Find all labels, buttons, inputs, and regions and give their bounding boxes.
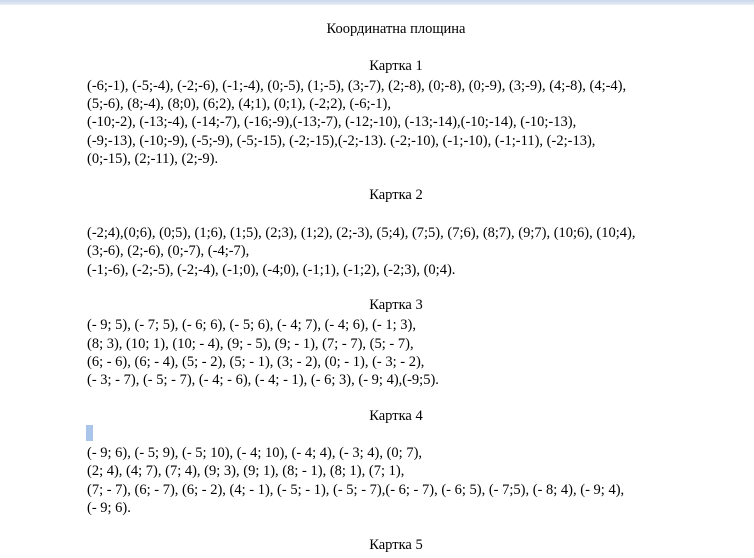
card-5-title: Картка 5 [369,537,423,553]
text-cursor-marker [86,425,93,441]
card-3-line-2: (8; 3), (10; 1), (10; - 4), (9; - 5), (9; - 1), (7; - 7), (5; - 7), [87,336,414,352]
card-1-line-1: (-6;-1), (-5;-4), (-2;-6), (-1;-4), (0;-5), (1;-5), (3;-7), (2;-8), (0;-8), (0;-9), (3;-9), (4;-8), (4;-4), [87,78,627,94]
card-1-line-4: (-9;-13), (-10;-9), (-5;-9), (-5;-15), (-2;-15),(-2;-13). (-2;-10), (-1;-10), (-1;-11), (-2;-13), [87,133,596,149]
card-3-line-1: (- 9; 5), (- 7; 5), (- 6; 6), (- 5; 6), (- 4; 7), (- 4; 6), (- 1; 3), [87,317,416,333]
card-1-line-5: (0;-15), (2;-11), (2;-9). [87,151,219,167]
card-4-line-4: (- 9; 6). [87,500,131,516]
card-3-title: Картка 3 [369,297,423,313]
card-2-line-2: (3;-6), (2;-6), (0;-7), (-4;-7), [87,243,250,259]
card-1-line-3: (-10;-2), (-13;-4), (-14;-7), (-16;-9),(-13;-7), (-12;-10), (-13;-14),(-10;-14), (-10;-13), [87,114,577,130]
card-2-line-1: (-2;4),(0;6), (0;5), (1;6), (1;5), (2;3), (1;2), (2;-3), (5;4), (7;5), (7;6), (8;7), (9;7), (10;6), (10;4), [87,225,636,241]
card-1-title: Картка 1 [369,58,423,74]
card-2-title: Картка 2 [369,187,423,203]
card-3-line-3: (6; - 6), (6; - 4), (5; - 2), (5; - 1), (3; - 2), (0; - 1), (- 3; - 2), [87,354,425,370]
card-4-line-3: (7; - 7), (6; - 7), (6; - 2), (4; - 1), (- 5; - 1), (- 5; - 7),(- 6; - 7), (- 6; 5), (- 7;5), (- 8; 4), (- 9; 4), [87,482,625,498]
page-title: Координатна площина [326,21,466,37]
card-3-line-4: (- 3; - 7), (- 5; - 7), (- 4; - 6), (- 4; - 1), (- 6; 3), (- 9; 4),(-9;5). [87,372,439,388]
card-4-title: Картка 4 [369,408,423,424]
card-4-line-1: (- 9; 6), (- 5; 9), (- 5; 10), (- 4; 10), (- 4; 4), (- 3; 4), (0; 7), [87,445,423,461]
card-1-line-2: (5;-6), (8;-4), (8;0), (6;2), (4;1), (0;1), (-2;2), (-6;-1), [87,96,392,112]
card-2-line-3: (-1;-6), (-2;-5), (-2;-4), (-1;0), (-4;0), (-1;1), (-1;2), (-2;3), (0;4). [87,262,456,278]
card-4-line-2: (2; 4), (4; 7), (7; 4), (9; 3), (9; 1), (8; - 1), (8; 1), (7; 1), [87,463,405,479]
